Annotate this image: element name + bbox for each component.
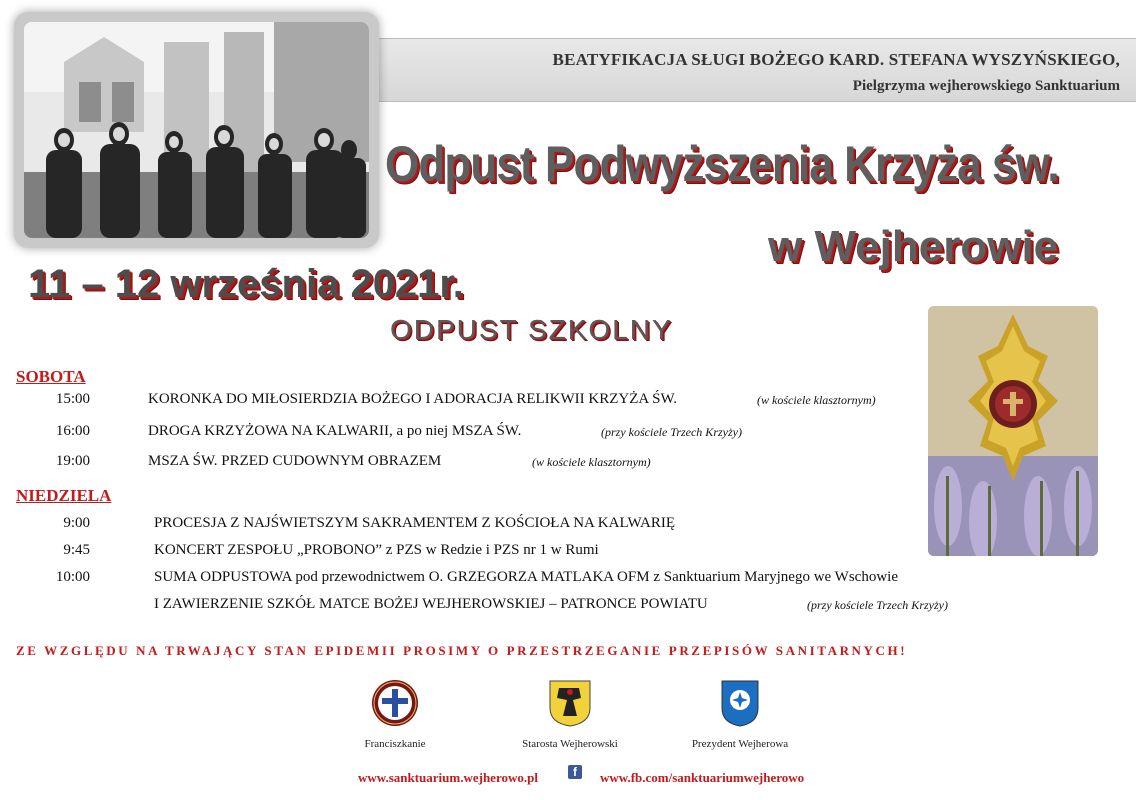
- logo-caption: Prezydent Wejherowa: [691, 738, 789, 750]
- event-subtitle: ODPUST SZKOLNY: [390, 314, 673, 345]
- city-coat-of-arms-icon: [715, 678, 765, 728]
- schedule-text: I ZAWIERZENIE SZKÓŁ MATCE BOŻEJ WEJHEROWSKIEJ – PATRONCE POWIATU: [154, 596, 708, 612]
- schedule-note: (w kościele klasztornym): [532, 455, 651, 469]
- reliquary-illustration: [928, 306, 1098, 556]
- sunday-label: NIEDZIELA: [16, 486, 112, 505]
- header-line-1: BEATYFIKACJA SŁUGI BOŻEGO KARD. STEFANA WYSZYŃSKIEGO,: [552, 50, 1120, 69]
- historic-photo-frame: [14, 12, 379, 248]
- historic-photo: [24, 22, 369, 238]
- main-title-location: w Wejherowie: [768, 222, 1059, 271]
- schedule-note: (w kościele klasztornym): [757, 393, 876, 407]
- schedule-text: SUMA ODPUSTOWA pod przewodnictwem O. GRZEGORZA MATLAKA OFM z Sanktuarium Maryjnego we Wschowie: [154, 569, 898, 585]
- schedule-text: PROCESJA Z NAJŚWIETSZYM SAKRAMENTEM Z KOŚCIOŁA NA KALWARIĘ: [154, 515, 675, 531]
- header-line-2: Pielgrzyma wejherowskiego Sanktuarium: [852, 78, 1120, 94]
- schedule-time: 10:00: [55, 569, 90, 585]
- reliquary-photo: [928, 306, 1098, 556]
- logo-caption: Franciszkanie: [364, 738, 426, 750]
- schedule-note: (przy kościele Trzech Krzyży): [807, 598, 948, 612]
- schedule-note: (przy kościele Trzech Krzyży): [601, 425, 742, 439]
- schedule-text: MSZA ŚW. PRZED CUDOWNYM OBRAZEM: [148, 453, 442, 469]
- schedule-text: KORONKA DO MIŁOSIERDZIA BOŻEGO I ADORACJA RELIKWII KRZYŻA ŚW.: [148, 391, 678, 407]
- schedule-time: 16:00: [55, 423, 90, 439]
- franciscan-emblem-icon: [370, 678, 420, 728]
- logo-caption: Starosta Wejherowski: [522, 738, 618, 750]
- sanitary-warning: ZE WZGLĘDU NA TRWAJĄCY STAN EPIDEMII PROSIMY O PRZESTRZEGANIE PRZEPISÓW SANITARNYCH!: [16, 643, 908, 658]
- procession-photo-illustration: [24, 22, 369, 238]
- schedule-time: 9:45: [63, 542, 90, 558]
- schedule-text: DROGA KRZYŻOWA NA KALWARII, a po niej MSZA ŚW.: [148, 423, 522, 439]
- county-coat-of-arms-icon: [545, 678, 595, 728]
- saturday-label: SOBOTA: [16, 367, 86, 386]
- schedule-time: 9:00: [63, 515, 90, 531]
- schedule-time: 15:00: [55, 391, 90, 407]
- facebook-link[interactable]: www.fb.com/sanktuariumwejherowo: [600, 770, 805, 785]
- event-date: 11 – 12 września 2021r.: [28, 262, 464, 306]
- website-link[interactable]: www.sanktuarium.wejherowo.pl: [358, 770, 538, 785]
- facebook-icon[interactable]: f: [568, 765, 582, 779]
- main-title: Odpust Podwyższenia Krzyża św.: [385, 136, 1059, 192]
- schedule-text: KONCERT ZESPOŁU „PROBONO” z PZS w Redzie i PZS nr 1 w Rumi: [154, 542, 599, 558]
- schedule-time: 19:00: [55, 453, 90, 469]
